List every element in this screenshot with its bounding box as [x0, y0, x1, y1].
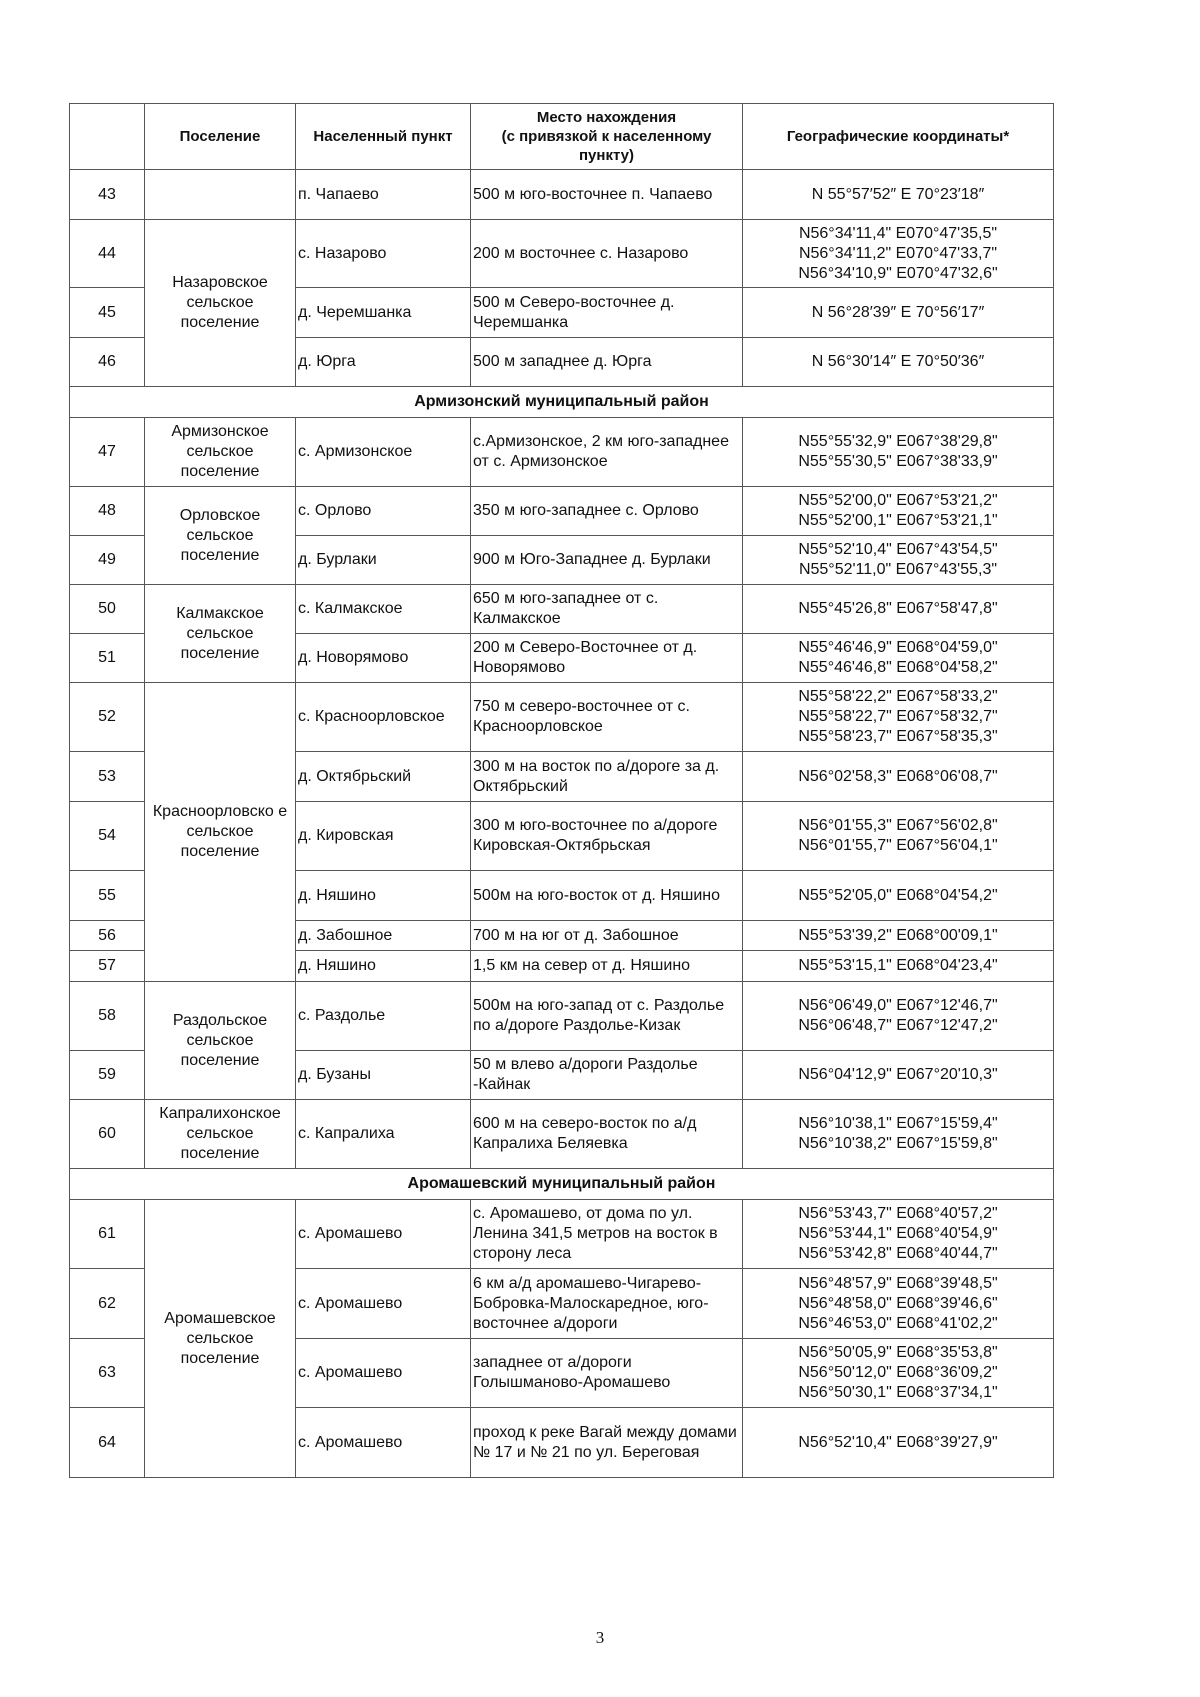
table-body — [70, 170, 1054, 1478]
settlement-name: Красноорловско е сельское поселение — [145, 683, 296, 982]
coordinate-line: N 56°28′39″ E 70°56′17″ — [811, 303, 985, 321]
table-header-row — [70, 104, 1054, 170]
coordinates-cell — [743, 288, 1054, 338]
locality-name: д. Забошное — [296, 921, 471, 951]
locality-name: д. Октябрьский — [296, 752, 471, 802]
row-number: 64 — [70, 1408, 145, 1478]
coordinate-line: N55°53'39,2" E068°00'09,1" — [798, 926, 998, 944]
coordinates-cell — [743, 338, 1054, 387]
coordinate-line: N55°55'32,9" E067°38'29,8" — [798, 433, 998, 450]
district-row — [70, 1169, 1054, 1200]
coordinate-line: N56°48'57,9" E068°39'48,5" — [798, 1274, 998, 1292]
locality-name: с. Красноорловское — [296, 683, 471, 752]
place-description: 500 м западнее д. Юрга — [471, 338, 743, 387]
coordinate-line: N55°46'46,8" E068°04'58,2" — [798, 659, 998, 676]
district-name: Аромашевский муниципальный район — [70, 1169, 1054, 1200]
place-description: 650 м юго-западнее от с. Калмакское — [471, 585, 743, 634]
settlement-name: Раздольское сельское поселение — [145, 982, 296, 1100]
coordinates-cell — [743, 418, 1054, 487]
coordinate-line: N56°48'58,0" E068°39'46,6" — [798, 1294, 998, 1312]
table-row — [70, 220, 1054, 288]
header-settlement: Поселение — [145, 104, 296, 170]
coordinates-cell — [743, 536, 1054, 585]
locality-name: с. Аромашево — [296, 1269, 471, 1339]
coordinates-cell — [743, 802, 1054, 871]
coordinate-line: N56°50'30,1" E068°37'34,1" — [798, 1384, 998, 1401]
row-number: 62 — [70, 1269, 145, 1339]
district-name: Армизонский муниципальный район — [70, 387, 1054, 418]
table-row — [70, 418, 1054, 487]
coordinates-cell — [743, 634, 1054, 683]
locality-name: с. Капралиха — [296, 1100, 471, 1169]
coordinate-line: N56°53'44,1" E068°40'54,9" — [798, 1225, 998, 1242]
locality-name: с. Аромашево — [296, 1200, 471, 1269]
place-description: 50 м влево а/дороги Раздолье -Кайнак — [471, 1051, 743, 1100]
coordinate-line: N56°34'10,9" E070°47'32,6" — [798, 264, 998, 282]
coordinate-line: N55°58'23,7" E067°58'35,3" — [798, 728, 998, 745]
locality-name: д. Кировская — [296, 802, 471, 871]
coordinates-cell — [743, 220, 1054, 288]
coordinate-line: N56°34'11,2" E070°47'33,7" — [798, 244, 998, 262]
coordinates-cell — [743, 1269, 1054, 1339]
coordinate-line: N55°58'22,7" E067°58'32,7" — [798, 708, 998, 725]
locality-name: д. Няшино — [296, 871, 471, 921]
coordinate-line: N55°52'00,0" E067°53'21,2" — [798, 492, 998, 509]
place-description: 300 м юго-восточнее по а/дороге Кировская-Октябрьская — [471, 802, 743, 871]
locality-name: д. Бузаны — [296, 1051, 471, 1100]
coordinate-line: N56°34'11,4" E070°47'35,5" — [798, 224, 998, 242]
settlement-name — [145, 170, 296, 220]
coordinate-line: N56°10'38,2" E067°15'59,8" — [798, 1135, 998, 1152]
coordinate-line: N55°52'05,0" E068°04'54,2" — [798, 886, 998, 904]
place-description: 500 м юго-восточнее п. Чапаево — [471, 170, 743, 220]
locality-name: д. Бурлаки — [296, 536, 471, 585]
row-number: 49 — [70, 536, 145, 585]
header-num — [70, 104, 145, 170]
coordinate-line: N56°01'55,3" E067°56'02,8" — [798, 817, 998, 834]
settlement-name: Аромашевское сельское поселение — [145, 1200, 296, 1478]
row-number: 44 — [70, 220, 145, 288]
coordinate-line: N56°01'55,7" E067°56'04,1" — [798, 837, 998, 854]
sites-table — [69, 103, 1054, 1478]
locality-name: д. Няшино — [296, 951, 471, 982]
coordinates-cell — [743, 1200, 1054, 1269]
coordinate-line: N56°50'12,0" E068°36'09,2" — [798, 1364, 998, 1381]
table-row — [70, 487, 1054, 536]
coordinates-cell — [743, 1339, 1054, 1408]
locality-name: с. Армизонское — [296, 418, 471, 487]
coordinate-line: N55°52'10,4" E067°43'54,5" — [798, 541, 998, 558]
row-number: 57 — [70, 951, 145, 982]
locality-name: с. Аромашево — [296, 1339, 471, 1408]
row-number: 48 — [70, 487, 145, 536]
header-place: Место нахождения (с привязкой к населенному пункту) — [471, 104, 743, 170]
place-description: 600 м на северо-восток по а/д Капралиха Беляевка — [471, 1100, 743, 1169]
coordinates-cell — [743, 982, 1054, 1051]
row-number: 46 — [70, 338, 145, 387]
settlement-name: Орловское сельское поселение — [145, 487, 296, 585]
header-coords: Географические координаты* — [743, 104, 1054, 170]
header-locality: Населенный пункт — [296, 104, 471, 170]
coordinate-line: N55°52'11,0" E067°43'55,3" — [798, 561, 998, 578]
coordinates-cell — [743, 585, 1054, 634]
place-description: 500м на юго-восток от д. Няшино — [471, 871, 743, 921]
row-number: 50 — [70, 585, 145, 634]
coordinate-line: N55°52'00,1" E067°53'21,1" — [798, 512, 998, 529]
row-number: 45 — [70, 288, 145, 338]
row-number: 63 — [70, 1339, 145, 1408]
locality-name: с. Аромашево — [296, 1408, 471, 1478]
coordinates-cell — [743, 752, 1054, 802]
place-description: 1,5 км на север от д. Няшино — [471, 951, 743, 982]
page-number: 3 — [595, 1628, 605, 1647]
table-row — [70, 1200, 1054, 1269]
coordinates-cell — [743, 921, 1054, 951]
coordinate-line: N56°46'53,0" E068°41'02,2" — [798, 1314, 998, 1332]
row-number: 60 — [70, 1100, 145, 1169]
coordinate-line: N55°58'22,2" E067°58'33,2" — [798, 688, 998, 705]
table-row — [70, 170, 1054, 220]
coordinate-line: N55°53'15,1" E068°04'23,4" — [798, 957, 998, 974]
coordinate-line: N56°04'12,9" E067°20'10,3" — [798, 1066, 998, 1083]
coordinates-cell — [743, 871, 1054, 921]
settlement-name: Армизонское сельское поселение — [145, 418, 296, 487]
coordinate-line: N55°55'30,5" E067°38'33,9" — [798, 453, 998, 470]
settlement-name: Калмакское сельское поселение — [145, 585, 296, 683]
row-number: 54 — [70, 802, 145, 871]
coordinates-cell — [743, 683, 1054, 752]
locality-name: д. Черемшанка — [296, 288, 471, 338]
place-description: с.Армизонское, 2 км юго-западнее от с. Армизонское — [471, 418, 743, 487]
table-row — [70, 585, 1054, 634]
coordinate-line: N55°46'46,9" E068°04'59,0" — [798, 639, 998, 656]
place-description: 350 м юго-западнее с. Орлово — [471, 487, 743, 536]
place-description: 900 м Юго-Западнее д. Бурлаки — [471, 536, 743, 585]
place-description: 500м на юго-запад от с. Раздолье по а/дороге Раздолье-Кизак — [471, 982, 743, 1051]
coordinate-line: N 56°30′14″ E 70°50′36″ — [811, 353, 985, 370]
place-description: 6 км а/д аромашево-Чигарево-Бобровка-Малоскаредное, юго-восточнее а/дороги — [471, 1269, 743, 1339]
locality-name: с. Калмакское — [296, 585, 471, 634]
place-description: 700 м на юг от д. Забошное — [471, 921, 743, 951]
place-description: 750 м северо-восточнее от с. Красноорловское — [471, 683, 743, 752]
coordinates-cell — [743, 1408, 1054, 1478]
coordinates-cell — [743, 1100, 1054, 1169]
coordinates-cell — [743, 951, 1054, 982]
place-description: 200 м восточнее с. Назарово — [471, 220, 743, 288]
table-row — [70, 982, 1054, 1051]
place-description: 500 м Северо-восточнее д. Черемшанка — [471, 288, 743, 338]
locality-name: п. Чапаево — [296, 170, 471, 220]
coordinates-cell — [743, 170, 1054, 220]
coordinate-line: N56°53'42,8" E068°40'44,7" — [798, 1245, 998, 1262]
row-number: 51 — [70, 634, 145, 683]
coordinate-line: N55°45'26,8" E067°58'47,8" — [798, 600, 998, 617]
row-number: 56 — [70, 921, 145, 951]
place-description: проход к реке Вагай между домами № 17 и № 21 по ул. Береговая — [471, 1408, 743, 1478]
row-number: 43 — [70, 170, 145, 220]
row-number: 47 — [70, 418, 145, 487]
locality-name: д. Новорямово — [296, 634, 471, 683]
row-number: 58 — [70, 982, 145, 1051]
row-number: 55 — [70, 871, 145, 921]
place-description: 300 м на восток по а/дороге за д. Октябрьский — [471, 752, 743, 802]
locality-name: с. Назарово — [296, 220, 471, 288]
locality-name: с. Раздолье — [296, 982, 471, 1051]
coordinate-line: N56°10'38,1" E067°15'59,4" — [798, 1115, 998, 1132]
coordinate-line: N56°06'49,0" E067°12'46,7" — [798, 997, 998, 1014]
row-number: 53 — [70, 752, 145, 802]
district-row — [70, 387, 1054, 418]
table-row — [70, 683, 1054, 752]
locality-name: с. Орлово — [296, 487, 471, 536]
settlement-name: Назаровское сельское поселение — [145, 220, 296, 387]
coordinate-line: N56°50'05,9" E068°35'53,8" — [798, 1344, 998, 1361]
settlement-name: Капралихонское сельское поселение — [145, 1100, 296, 1169]
row-number: 59 — [70, 1051, 145, 1100]
row-number: 52 — [70, 683, 145, 752]
table-row — [70, 1100, 1054, 1169]
coordinates-cell — [743, 487, 1054, 536]
coordinate-line: N56°52'10,4" E068°39'27,9" — [798, 1433, 998, 1451]
coordinate-line: N56°06'48,7" E067°12'47,2" — [798, 1017, 998, 1034]
coordinate-line: N56°02'58,3" E068°06'08,7" — [798, 767, 998, 785]
coordinates-cell — [743, 1051, 1054, 1100]
locality-name: д. Юрга — [296, 338, 471, 387]
coordinate-line: N56°53'43,7" E068°40'57,2" — [798, 1205, 998, 1222]
place-description: 200 м Северо-Восточнее от д. Новорямово — [471, 634, 743, 683]
place-description: западнее от а/дороги Голышманово-Аромашево — [471, 1339, 743, 1408]
place-description: с. Аромашево, от дома по ул. Ленина 341,5 метров на восток в сторону леса — [471, 1200, 743, 1269]
coordinate-line: N 55°57′52″ E 70°23′18″ — [811, 185, 985, 203]
row-number: 61 — [70, 1200, 145, 1269]
